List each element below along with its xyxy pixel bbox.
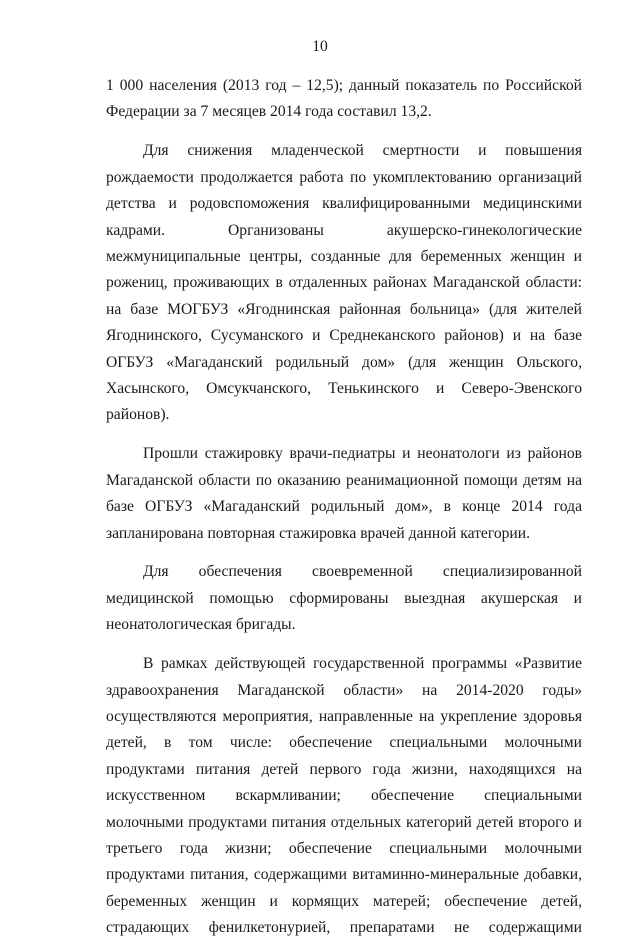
paragraph-mobile-teams: Для обеспечения своевременной специализированной медицинской помощью сформированы выездная акушерская и неонатологическая бригады. bbox=[106, 563, 582, 634]
paragraph-state-program: В рамках действующей государственной программы «Развитие здравоохранения Магаданской области» на 2014-2020 годы» осуществляются мероприятия, направленные на укрепление здоровья детей, в том числе: обеспечение специальными молочными продуктами питания детей первого года жизни, находящихся на искусственном вскармливании; обеспечение специальными молочными продуктами питания отдельных категорий детей второго и третьего года жизни; обеспечение специальными молочными продуктами питания, содержащими витаминно-минеральные добавки, беременных женщин и кормящих матерей; обеспечение детей, страдающих фенилкетонурией, препаратами не содержащими bbox=[106, 655, 582, 937]
document-body bbox=[106, 73, 582, 942]
paragraph-internship: Прошли стажировку врачи-педиатры и неонатологи из районов Магаданской области по оказанию реанимационной помощи детям на базе ОГБУЗ «Магаданский родильный дом», в конце 2014 года запланирована повторная стажировка врачей данной категории. bbox=[106, 445, 582, 542]
paragraph-infant-mortality: Для снижения младенческой смертности и повышения рождаемости продолжается работа по укомплектованию организаций детства и родовспоможения квалифицированными медицинскими кадрами. Организованы акушерско-гинекологические межмуниципальные центры, созданные для беременных женщин и рожениц, проживающих в отдаленных районах Магаданской области: на базе МОГБУЗ «Ягоднинская районная больница» (для жителей Ягоднинского, Сусуманского и Среднеканского районов) и на базе ОГБУЗ «Магаданский родильный дом» (для женщин Ольского, Хасынского, Омсукчанского, Тенькинского и Северо-Эвенского районов). bbox=[106, 142, 582, 424]
page-number: 10 bbox=[312, 38, 328, 55]
paragraph-continuation: 1 000 населения (2013 год – 12,5); данный показатель по Российской Федерации за 7 месяцев 2014 года составил 13,2. bbox=[106, 77, 582, 121]
